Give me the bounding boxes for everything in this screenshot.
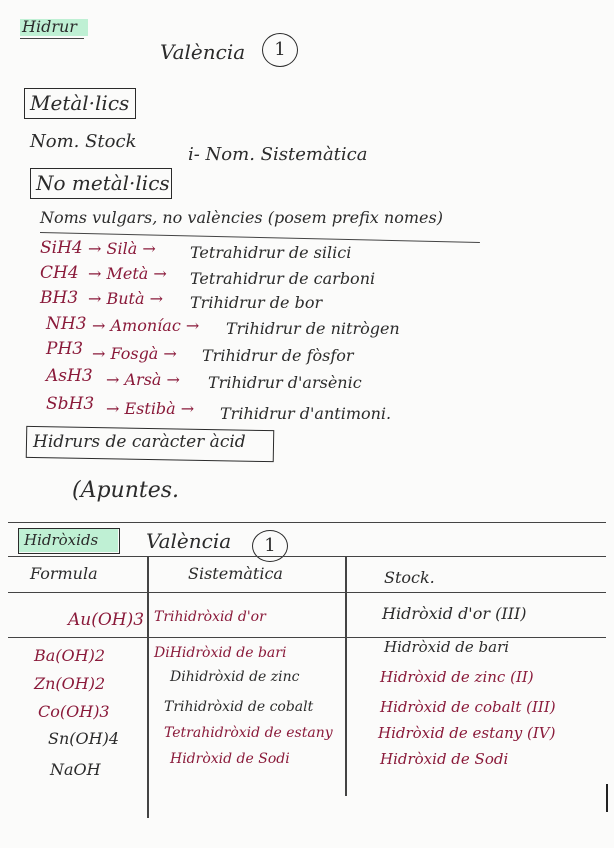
systematic-ch4: Tetrahidrur de carboni: [190, 269, 376, 288]
column-divider-2: [345, 556, 347, 796]
header-systematic: Sistemàtica: [188, 564, 283, 583]
stock-baoh2: Hidròxid de bari: [384, 638, 510, 656]
formula-sbh3: SbH3: [46, 394, 95, 414]
common-name-fosga: → Fosgà →: [92, 344, 177, 363]
formula-naoh: NaOH: [50, 760, 101, 779]
table-top-line: [8, 556, 606, 557]
systematic-sih4: Tetrahidrur de silici: [190, 243, 352, 262]
systematic-cooh3: Trihidròxid de cobalt: [164, 699, 314, 715]
systematic-sbh3: Trihidrur d'antimoni.: [220, 404, 392, 423]
edge-mark: [606, 784, 608, 812]
header-stock: Stock.: [384, 568, 435, 587]
valence-label: València: [160, 40, 246, 64]
systematic-ph3: Trihidrur de fòsfor: [202, 346, 354, 365]
valence-circle: 1: [262, 33, 298, 67]
systematic-bh3: Trihidrur de bor: [190, 293, 323, 312]
acid-note: (Apuntes.: [72, 478, 180, 503]
common-name-amoniac: → Amoníac →: [92, 316, 200, 335]
row-divider: [8, 637, 606, 638]
systematic-nomenclature: i- Nom. Sistemàtica: [188, 144, 368, 165]
column-divider-1: [147, 556, 149, 818]
systematic-baoh2: DiHidròxid de bari: [154, 645, 287, 661]
common-name-arsa: → Arsà →: [106, 370, 180, 389]
formula-ph3: PH3: [46, 339, 84, 359]
systematic-auoh3: Trihidròxid d'or: [154, 609, 266, 625]
title-underline: [20, 38, 84, 39]
common-name-sila: → Silà →: [88, 239, 156, 258]
hydroxides-valence-circle: 1: [252, 530, 288, 562]
stock-snoh4: Hidròxid de estany (IV): [378, 724, 556, 742]
acid-label: Hidrurs de caràcter àcid: [33, 432, 246, 452]
formula-auoh3: Au(OH)3: [68, 610, 145, 630]
systematic-snoh4: Tetrahidròxid de estany: [164, 725, 333, 741]
formula-znoh2: Zn(OH)2: [34, 674, 106, 693]
hydroxides-title: Hidròxids: [24, 531, 99, 549]
formula-ash3: AsH3: [46, 366, 93, 386]
common-name-estiba: → Estibà →: [106, 399, 195, 418]
nonmetallic-label: No metàl·lics: [36, 171, 170, 195]
formula-sih4: SiH4: [40, 238, 83, 258]
stock-auoh3: Hidròxid d'or (III): [382, 604, 527, 623]
formula-cooh3: Co(OH)3: [38, 702, 110, 721]
page-title: Hidrur: [22, 17, 77, 36]
common-name-meta: → Metà →: [88, 264, 167, 283]
systematic-nh3: Trihidrur de nitrògen: [226, 319, 400, 338]
stock-znoh2: Hidròxid de zinc (II): [380, 668, 534, 686]
section-divider: [8, 522, 606, 523]
stock-naoh: Hidròxid de Sodi: [380, 750, 509, 768]
formula-bh3: BH3: [40, 288, 79, 308]
formula-baoh2: Ba(OH)2: [34, 646, 106, 665]
formula-nh3: NH3: [46, 314, 87, 334]
header-formula: Formula: [30, 564, 98, 583]
metallic-label: Metàl·lics: [30, 91, 130, 115]
formula-ch4: CH4: [40, 263, 79, 283]
nonmetallic-note: Noms vulgars, no valències (posem prefix nomes): [40, 208, 443, 227]
systematic-ash3: Trihidrur d'arsènic: [208, 373, 362, 392]
common-name-buta: → Butà →: [88, 289, 164, 308]
stock-nomenclature: Nom. Stock: [30, 131, 137, 152]
hydroxides-valence-label: València: [146, 529, 232, 553]
systematic-znoh2: Dihidròxid de zinc: [170, 669, 300, 685]
stock-cooh3: Hidròxid de cobalt (III): [380, 698, 556, 716]
formula-snoh4: Sn(OH)4: [48, 729, 119, 748]
header-underline: [8, 592, 606, 593]
systematic-naoh: Hidròxid de Sodi: [170, 751, 290, 767]
